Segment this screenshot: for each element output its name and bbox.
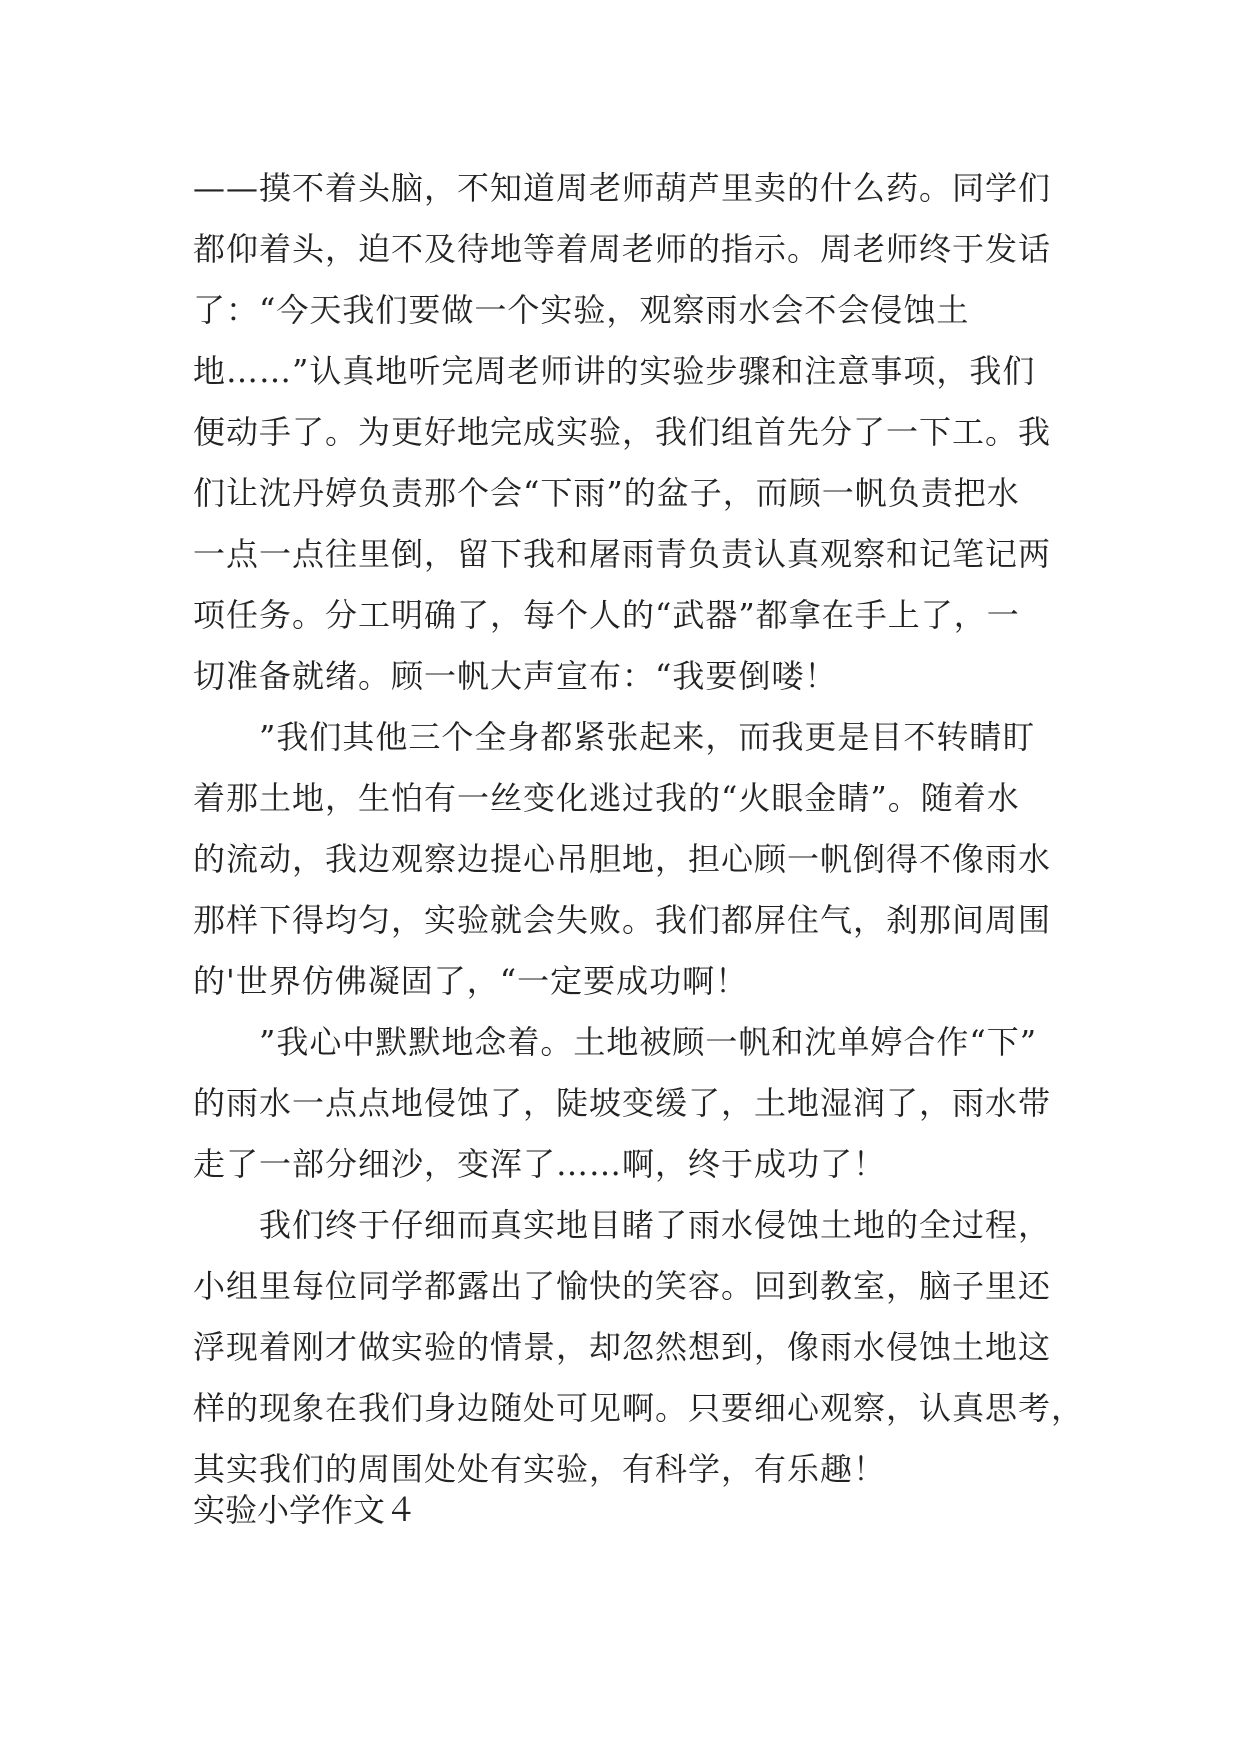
text-line: 一点一点往里倒，留下我和屠雨青负责认真观察和记笔记两: [193, 535, 1052, 573]
text-line: 着那土地，生怕有一丝变化逃过我的“火眼金睛”。随着水: [193, 779, 1020, 817]
text-line: 地……”认真地听完周老师讲的实验步骤和注意事项，我们: [193, 352, 1036, 390]
text-line: ——摸不着头脑，不知道周老师葫芦里卖的什么药。同学们: [193, 169, 1052, 207]
text-line: 切准备就绪。顾一帆大声宣布：“我要倒喽！: [193, 657, 838, 695]
text-line: 的雨水一点点地侵蚀了，陡坡变缓了，土地湿润了，雨水带: [193, 1084, 1052, 1122]
text-line: 的'世界仿佛凝固了，“一定要成功啊！: [193, 962, 749, 1000]
text-line: 我们终于仔细而真实地目睹了雨水侵蚀土地的全过程，: [193, 1206, 1052, 1244]
text-line: 都仰着头，迫不及待地等着周老师的指示。周老师终于发话: [193, 230, 1052, 268]
text-line: 的流动，我边观察边提心吊胆地，担心顾一帆倒得不像雨水: [193, 840, 1052, 878]
text-line: 便动手了。为更好地完成实验，我们组首先分了一下工。我: [193, 413, 1052, 451]
text-line: 小组里每位同学都露出了愉快的笑容。回到教室，脑子里还: [193, 1267, 1052, 1305]
text-line: 了：“今天我们要做一个实验，观察雨水会不会侵蚀土: [193, 291, 970, 329]
text-line: 项任务。分工明确了，每个人的“武器”都拿在手上了，一: [193, 596, 1020, 634]
text-line: 浮现着刚才做实验的情景，却忽然想到，像雨水侵蚀土地这: [193, 1328, 1052, 1366]
text-line: 其实我们的周围处处有实验，有科学，有乐趣！: [193, 1450, 887, 1488]
text-line: 那样下得均匀，实验就会失败。我们都屏住气，刹那间周围: [193, 901, 1052, 939]
essay-body: [193, 158, 1085, 1500]
section-heading: 实验小学作文４: [193, 1491, 418, 1529]
text-line: ”我们其他三个全身都紧张起来，而我更是目不转睛盯: [193, 718, 1036, 756]
text-line: ”我心中默默地念着。土地被顾一帆和沈单婷合作“下”: [193, 1023, 1038, 1061]
text-line: 样的现象在我们身边随处可见啊。只要细心观察，认真思考，: [193, 1389, 1085, 1427]
text-line: 们让沈丹婷负责那个会“下雨”的盆子，而顾一帆负责把水: [193, 474, 1020, 512]
text-line: 走了一部分细沙，变浑了……啊，终于成功了！: [193, 1145, 887, 1183]
